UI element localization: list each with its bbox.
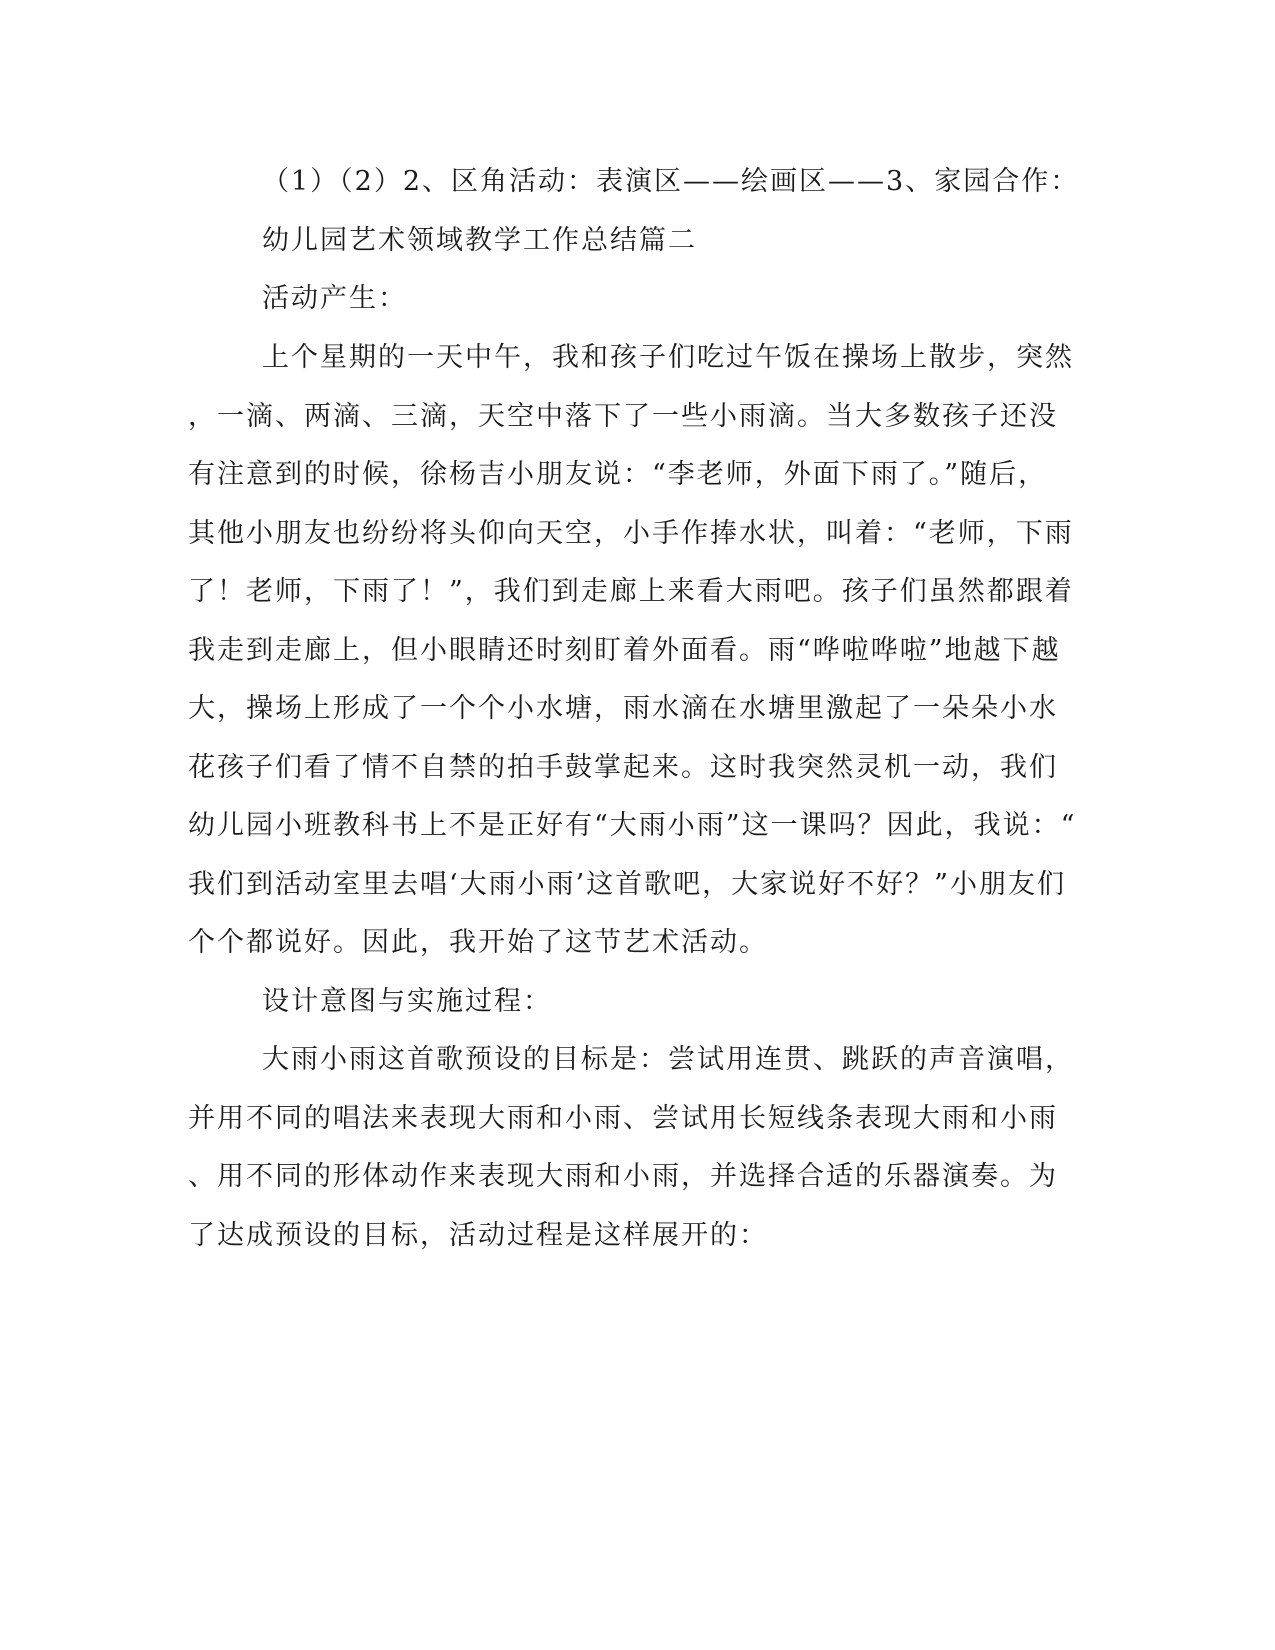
text-line: 个个都说好。因此，我开始了这节艺术活动。	[188, 927, 768, 958]
text-line: （1）（2）2、区角活动：表演区——绘画区——3、家园合作：	[262, 166, 1080, 197]
text-line: 并用不同的唱法来表现大雨和小雨、尝试用长短线条表现大雨和小雨	[188, 1103, 1058, 1134]
text-line: 有注意到的时候，徐杨吉小朋友说：“李老师，外面下雨了。”随后，	[188, 459, 1048, 490]
text-line: 了达成预设的目标，活动过程是这样展开的：	[188, 1220, 768, 1251]
text-line: 大雨小雨这首歌预设的目标是：尝试用连贯、跳跃的声音演唱，	[262, 1044, 1074, 1075]
text-line: 我走到走廊上，但小眼睛还时刻盯着外面看。雨“哗啦哗啦”地越下越	[188, 635, 1061, 666]
text-line: 其他小朋友也纷纷将头仰向天空，小手作捧水状，叫着：“老师，下雨	[188, 518, 1074, 549]
text-line: 花孩子们看了情不自禁的拍手鼓掌起来。这时我突然灵机一动，我们	[188, 752, 1058, 783]
subheading: 设计意图与实施过程：	[262, 986, 552, 1017]
text-line: 了！老师，下雨了！”，我们到走廊上来看大雨吧。孩子们虽然都跟着	[188, 576, 1074, 607]
text-line: 大，操场上形成了一个个小水塘，雨水滴在水塘里激起了一朵朵小水	[188, 693, 1058, 724]
section-heading: 幼儿园艺术领域教学工作总结篇二	[262, 225, 697, 256]
text-line: 上个星期的一天中午，我和孩子们吃过午饭在操场上散步，突然	[262, 342, 1074, 373]
subheading: 活动产生：	[262, 283, 407, 314]
text-line: 、用不同的形体动作来表现大雨和小雨，并选择合适的乐器演奏。为	[188, 1161, 1058, 1192]
text-line: 幼儿园小班教科书上不是正好有“大雨小雨”这一课吗？因此，我说：“	[188, 810, 1077, 841]
text-line: 我们到活动室里去唱‘大雨小雨’这首歌吧，大家说好不好？”小朋友们	[188, 869, 1066, 900]
text-line: ，一滴、两滴、三滴，天空中落下了一些小雨滴。当大多数孩子还没	[188, 401, 1058, 432]
